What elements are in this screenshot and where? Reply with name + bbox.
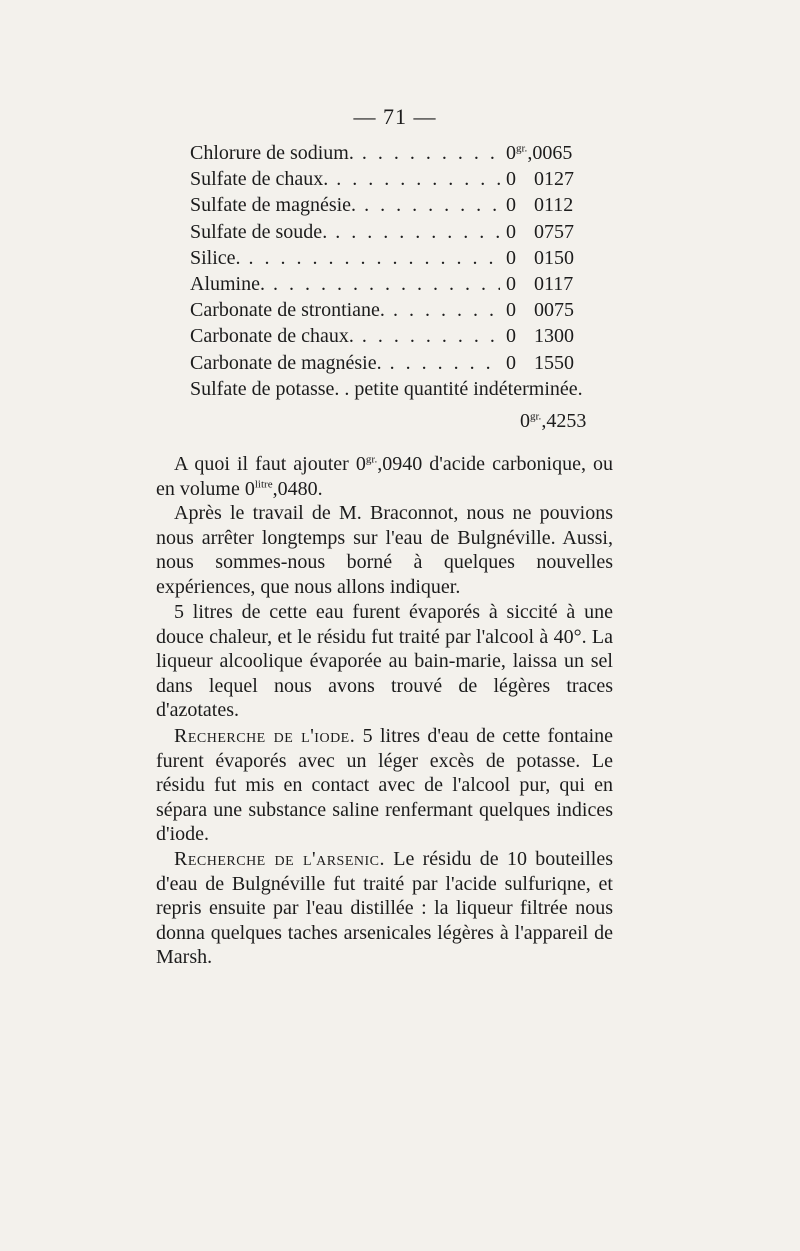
paragraph-iode: Recherche de l'iode. 5 litres d'eau de cette fontaine furent évaporés avec un léger excès de potasse. Le résidu fut mis en contact avec de l'alcool pur, qui en sépara une substance saline renfermant quelques indices d'iode.: [156, 725, 614, 846]
table-row: [190, 166, 606, 192]
substance-value: 0 0150: [500, 245, 606, 271]
substance-value: 0 0075: [500, 297, 606, 323]
total-value: $0^{gr.},4253$: [520, 410, 587, 432]
paragraph-braconnot: Après le travail de M. Braconnot, nous ne pouvions nous arrêter longtemps sur l'eau de Bulgnéville. Aussi, nous sommes-nous borné à quelques nouvelles expériences, que nous allons indiquer.: [156, 502, 613, 598]
substance-value: 0 1550: [500, 350, 606, 376]
table-row: [190, 140, 606, 166]
table-row: [190, 323, 606, 349]
table-row: [190, 192, 606, 218]
substance-name: Sulfate de soude. . . .: [190, 219, 500, 245]
heading-arsenic: Recherche de l'arsenic.: [174, 848, 385, 870]
paragraph-arsenic: Recherche de l'arsenic. Le résidu de 10 bouteilles d'eau de Bulgnéville fut traité par l'acide sulfuriqne, et repris ensuite par l'eau distillée : la liqueur filtrée nous donna quelques taches arsenicales légères à l'appareil de Marsh.: [156, 848, 613, 969]
substance-name: Sulfate de magnésie. . . .: [190, 192, 500, 218]
substance-value: 0 0757: [500, 219, 606, 245]
substance-name: Chlorure de sodium. . . .: [190, 140, 500, 166]
analysis-table: [190, 140, 606, 402]
substance-name: Sulfate de chaux. . . .: [190, 166, 500, 192]
substance-name: Carbonate de strontiane. . . .: [190, 297, 500, 323]
heading-iode: Recherche de l'iode.: [174, 725, 356, 747]
table-row-last: [190, 376, 606, 402]
substance-name: Alumine. . . .: [190, 271, 500, 297]
table-row: [190, 350, 606, 376]
table-row: [190, 219, 606, 245]
substance-value: 0 0117: [500, 271, 606, 297]
table-row: [190, 297, 606, 323]
substance-name: Sulfate de potasse. . petite quantité indéterminée.: [190, 377, 583, 400]
substance-value: 0 0127: [500, 166, 606, 192]
substance-value: 0 0112: [500, 192, 606, 218]
paragraph-carbonic: A quoi il faut ajouter $0^{gr.},0940$ d'acide carbonique, ou en volume $0^{litre},0480$.: [156, 453, 613, 500]
substance-value: $0^{gr.},0065$: [500, 140, 606, 166]
substance-name: Carbonate de magnésie. . . .: [190, 350, 500, 376]
page-number: — 71 —: [353, 104, 437, 129]
table-row: [190, 245, 606, 271]
table-row: [190, 271, 606, 297]
substance-name: Carbonate de chaux. . . .: [190, 323, 500, 349]
substance-value: 0 1300: [500, 323, 606, 349]
substance-name: Silice. . . .: [190, 245, 500, 271]
paragraph-evaporation: 5 litres de cette eau furent évaporés à siccité à une douce chaleur, et le résidu fut traité par l'alcool à 40°. La liqueur alcoolique évaporée au bain-marie, laissa un sel dans lequel nous avons trouvé de légères traces d'azotates.: [156, 601, 613, 722]
